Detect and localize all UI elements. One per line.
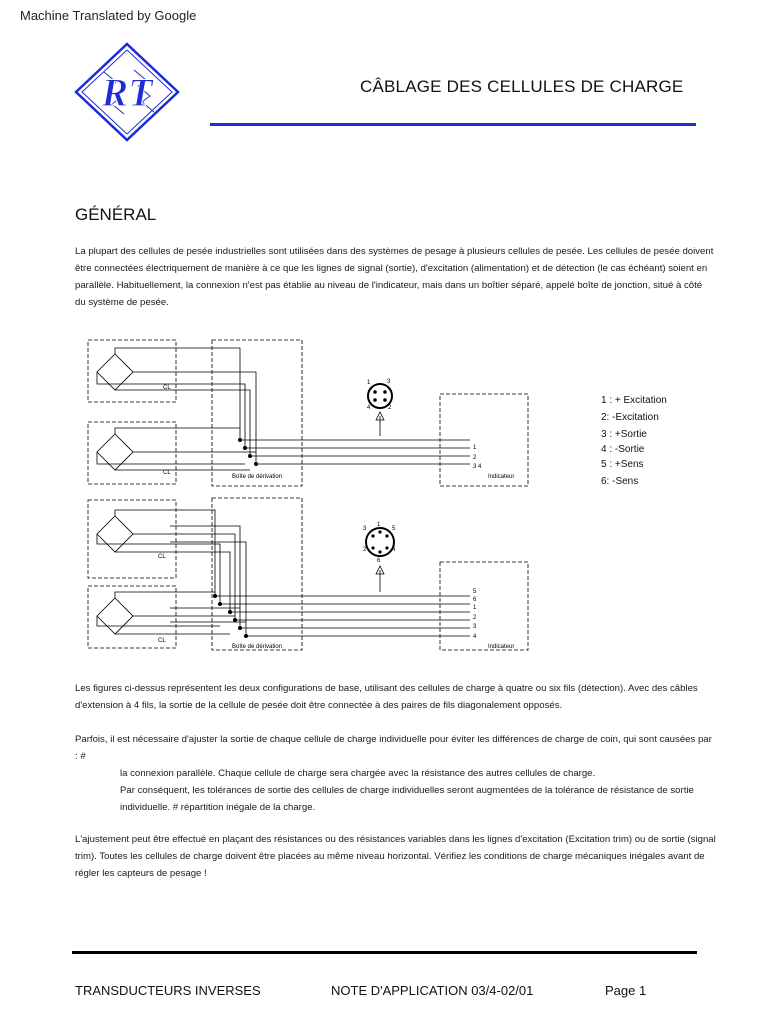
wire-number: 2 (473, 455, 477, 461)
company-logo (74, 42, 180, 142)
wire-number: 3 4 (473, 464, 482, 470)
figures-paragraph: Les figures ci-dessus représentent les deux configurations de base, utilisant des cellules de charge à quatre ou six fils (détection). Avec des câbles d'extension à 4 fils, la sortie de la cellule de pesée doit être connectée à des paires de fils diagonalement opposés. (75, 683, 698, 711)
legend-item: 5 : +Sens (601, 459, 644, 470)
section-heading: GÉNÉRAL (75, 205, 157, 224)
pin-number: 3 (363, 526, 367, 532)
wire-number: 1 (473, 445, 477, 451)
cell-label: CL (163, 470, 171, 476)
footer-company: TRANSDUCTEURS INVERSES (75, 983, 261, 998)
document-title: CÂBLAGE DES CELLULES DE CHARGE (360, 77, 684, 96)
title-underline (210, 123, 696, 126)
pin-legend (601, 392, 667, 490)
wire-number: 6 (473, 597, 477, 603)
indicator-label: Indicateur (488, 474, 515, 480)
wire-number: 3 (473, 624, 477, 630)
legend-item: 2: -Excitation (601, 412, 659, 423)
wire-number: 2 (473, 615, 477, 621)
junction-label: Boîte de dérivation (232, 474, 283, 480)
logo-text: RT (101, 70, 153, 115)
pin-number: 3 (387, 379, 391, 385)
parallel-connection-text: la connexion parallèle. Chaque cellule de charge sera chargée avec la résistance des autres cellules de charge. (120, 768, 596, 779)
page-number: Page 1 (605, 983, 647, 998)
machine-translation-banner: Machine Translated by Google (20, 8, 197, 23)
intro-paragraph: La plupart des cellules de pesée industrielles sont utilisées dans des systèmes de pesage à plusieurs cellules de pesée. Les cellules de pesée doivent être connectées électriquement de manière à ce que les lignes de signal (sortie), d'excitation (alimentation) et de détection (le cas échéant) soient en parallèle. Habituellement, la connexion n'est pas établie au niveau de l'indicateur, mais dans un boîtier séparé, appelé boîte de jonction, situé à côté du système de pesée. (75, 246, 714, 308)
sometimes-text: Parfois, il est nécessaire d'ajuster la sortie de chaque cellule de charge individuelle pour éviter les différences de charge de coin, qui sont causées par : # (75, 734, 712, 762)
footer-note-id: NOTE D'APPLICATION 03/4-02/01 (331, 983, 534, 998)
pin-number: 4 (392, 547, 396, 553)
cell-label: CL (163, 385, 171, 391)
footer-rule (72, 951, 697, 954)
junction-label: Boîte de dérivation (232, 644, 283, 650)
cell-label: CL (158, 554, 166, 560)
wire-number: 4 (473, 634, 477, 640)
wire-number: 5 (473, 589, 477, 595)
legend-item: 6: -Sens (601, 476, 639, 487)
tolerance-text: Par conséquent, les tolérances de sortie des cellules de charge individuelles seront augmentées de la tolérance de résistance de sortie individuelle. # répartition inégale de la charge. (120, 785, 694, 813)
wire-number: 1 (473, 605, 477, 611)
pin-number: 4 (367, 405, 371, 411)
adjustment-paragraph: L'ajustement peut être effectué en plaçant des résistances ou des résistances variables dans les lignes d'excitation (Excitation trim) ou de sortie (signal trim). Toutes les cellules de charge doivent être placées au même niveau horizontal. Vérifiez les conditions de charge mécaniques inégales avant de régler les capteurs de pesage ! (75, 834, 716, 879)
pin-number: 2 (388, 405, 392, 411)
pin-number: 6 (377, 558, 381, 564)
cell-label: CL (158, 638, 166, 644)
adjustment-reasons (75, 731, 715, 816)
legend-item: 1 : + Excitation (601, 395, 667, 406)
wiring-diagram (70, 322, 710, 662)
pin-number: 2 (363, 547, 367, 553)
legend-item: 3 : +Sortie (601, 429, 647, 440)
indicator-label: Indicateur (488, 644, 515, 650)
legend-item: 4 : -Sortie (601, 444, 645, 455)
pin-number: 5 (392, 526, 396, 532)
pin-number: 1 (367, 380, 371, 386)
pin-number: 1 (377, 522, 381, 528)
